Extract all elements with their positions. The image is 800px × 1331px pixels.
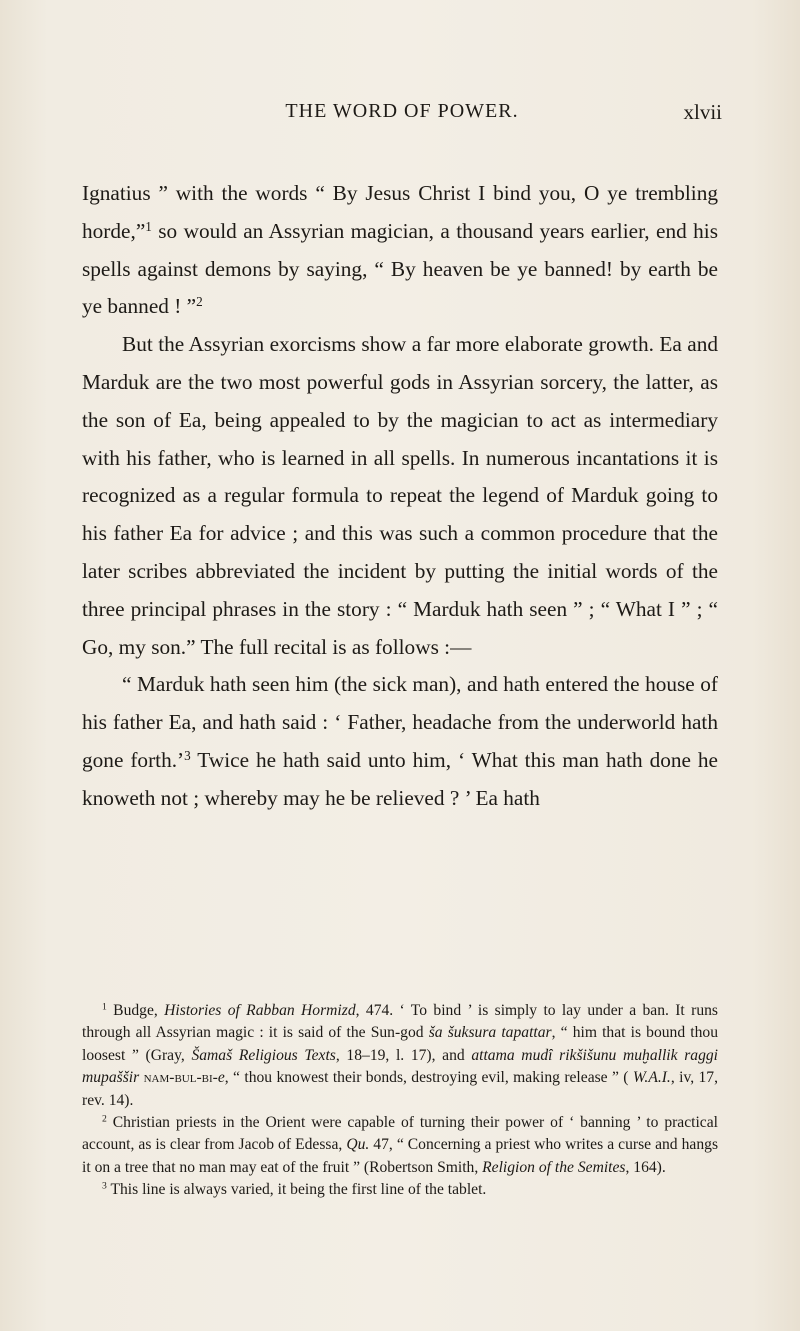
footnote-3-text: This line is always varied, it being the first line of the tablet. (106, 1181, 487, 1199)
footnote-ref-3: 3 (184, 747, 191, 763)
footnote-1-text: , iv, 17, rev. 14). (82, 1069, 719, 1109)
footnote-1-text: , “ him that is bound thou loosest ” (Gray, (82, 1024, 718, 1064)
paragraph-3-text-b: Twice he hath said unto him, ‘ What this man hath done he knoweth not ; whereby may he be relieved ? ’ Ea hath (82, 747, 719, 810)
footnote-2-text: Christian priests in the Orient were capable of turning their power of ‘ banning ’ to practical account, as is clear from Jacob of Edessa, (82, 1114, 718, 1154)
running-header (82, 100, 722, 130)
footnote-1-text: - (212, 1069, 218, 1087)
footnote-ref-2: 2 (196, 294, 203, 310)
paragraph-3-text-a: “ Marduk hath seen him (the sick man), and hath entered the house of his father Ea, and hath said : ‘ Father, headache from the underworld hath gone forth.’ (82, 672, 718, 772)
paragraph-3 (82, 666, 718, 817)
footnote-1 (82, 1000, 718, 1112)
paragraph-1-text-a: Ignatius ” with the words “ By Jesus Christ I bind you, O ye trembling horde,” (82, 181, 718, 243)
page-number: xlvii (683, 100, 722, 124)
footnote-2-text: , 164). (625, 1158, 666, 1176)
footnote-1-title-1: Histories of Rabban Hormizd (164, 1002, 356, 1019)
footnote-2-text: 47, “ Concerning a priest who writes a curse and hangs it on a tree that no man may eat of the fruit ” (Robertson Smith, (82, 1136, 719, 1176)
footnote-1-title-3: W.A.I. (632, 1069, 671, 1087)
main-text (82, 175, 718, 818)
footnote-3 (82, 1179, 718, 1201)
paragraph-2: But the Assyrian exorcisms show a far more elaborate growth. Ea and Marduk are the two most powerful gods in Assyrian sorcery, the latter, as the son of Ea, being appealed to by the magician to act as intermediary with his father, who is learned in all spells. In numerous incantations it is recognized as a regular formula to repeat the legend of Marduk going to his father Ea for advice ; and this was such a common procedure that the later scribes abbreviated the incident by putting the initial words of the three principal phrases in the story : “ Marduk hath seen ” ; “ What I ” ; “ Go, my son.” The full recital is as follows :— (82, 332, 718, 659)
footnote-1-number: 1 (102, 1001, 107, 1013)
footnote-1-term-3: e (217, 1069, 225, 1087)
footnote-1-term-1: ša šuksura tapattar (428, 1024, 552, 1042)
footnote-1-title-2: Šamaš Religious Texts (191, 1046, 336, 1064)
paragraph-1-text-b: so would an Assyrian magician, a thousand years earlier, end his spells against demons by saying, “ By heaven be ye banned! by earth be ye banned ! ” (82, 218, 718, 319)
footnote-1-smallcaps: nam-bul-bi (143, 1069, 213, 1087)
running-title: THE WORD OF POWER. (285, 100, 519, 122)
footnote-2 (82, 1112, 718, 1179)
footnote-ref-1: 1 (145, 218, 152, 234)
footnote-1-text: , 474. ‘ To bind ’ is simply to lay under a ban. It runs through all Assyrian magic : it is said of the Sun-god (82, 1002, 718, 1042)
paragraph-1 (82, 175, 718, 326)
footnote-1-text: , “ thou knowest their bonds, destroying evil, making release ” ( (224, 1069, 633, 1087)
footnote-1-text: , 18–19, l. 17), and (335, 1046, 472, 1064)
footnote-1-term-2: attama mudî rikšišunu muḫallik raggi mupaššir (82, 1046, 718, 1087)
footnote-2-term-1: Qu. (346, 1136, 370, 1154)
footnote-2-number: 2 (102, 1113, 107, 1125)
footnote-1-text: Budge, (106, 1002, 165, 1019)
footnote-2-title-1: Religion of the Semites (482, 1158, 626, 1176)
footnote-3-number: 3 (102, 1180, 107, 1192)
footnotes (82, 1000, 718, 1202)
